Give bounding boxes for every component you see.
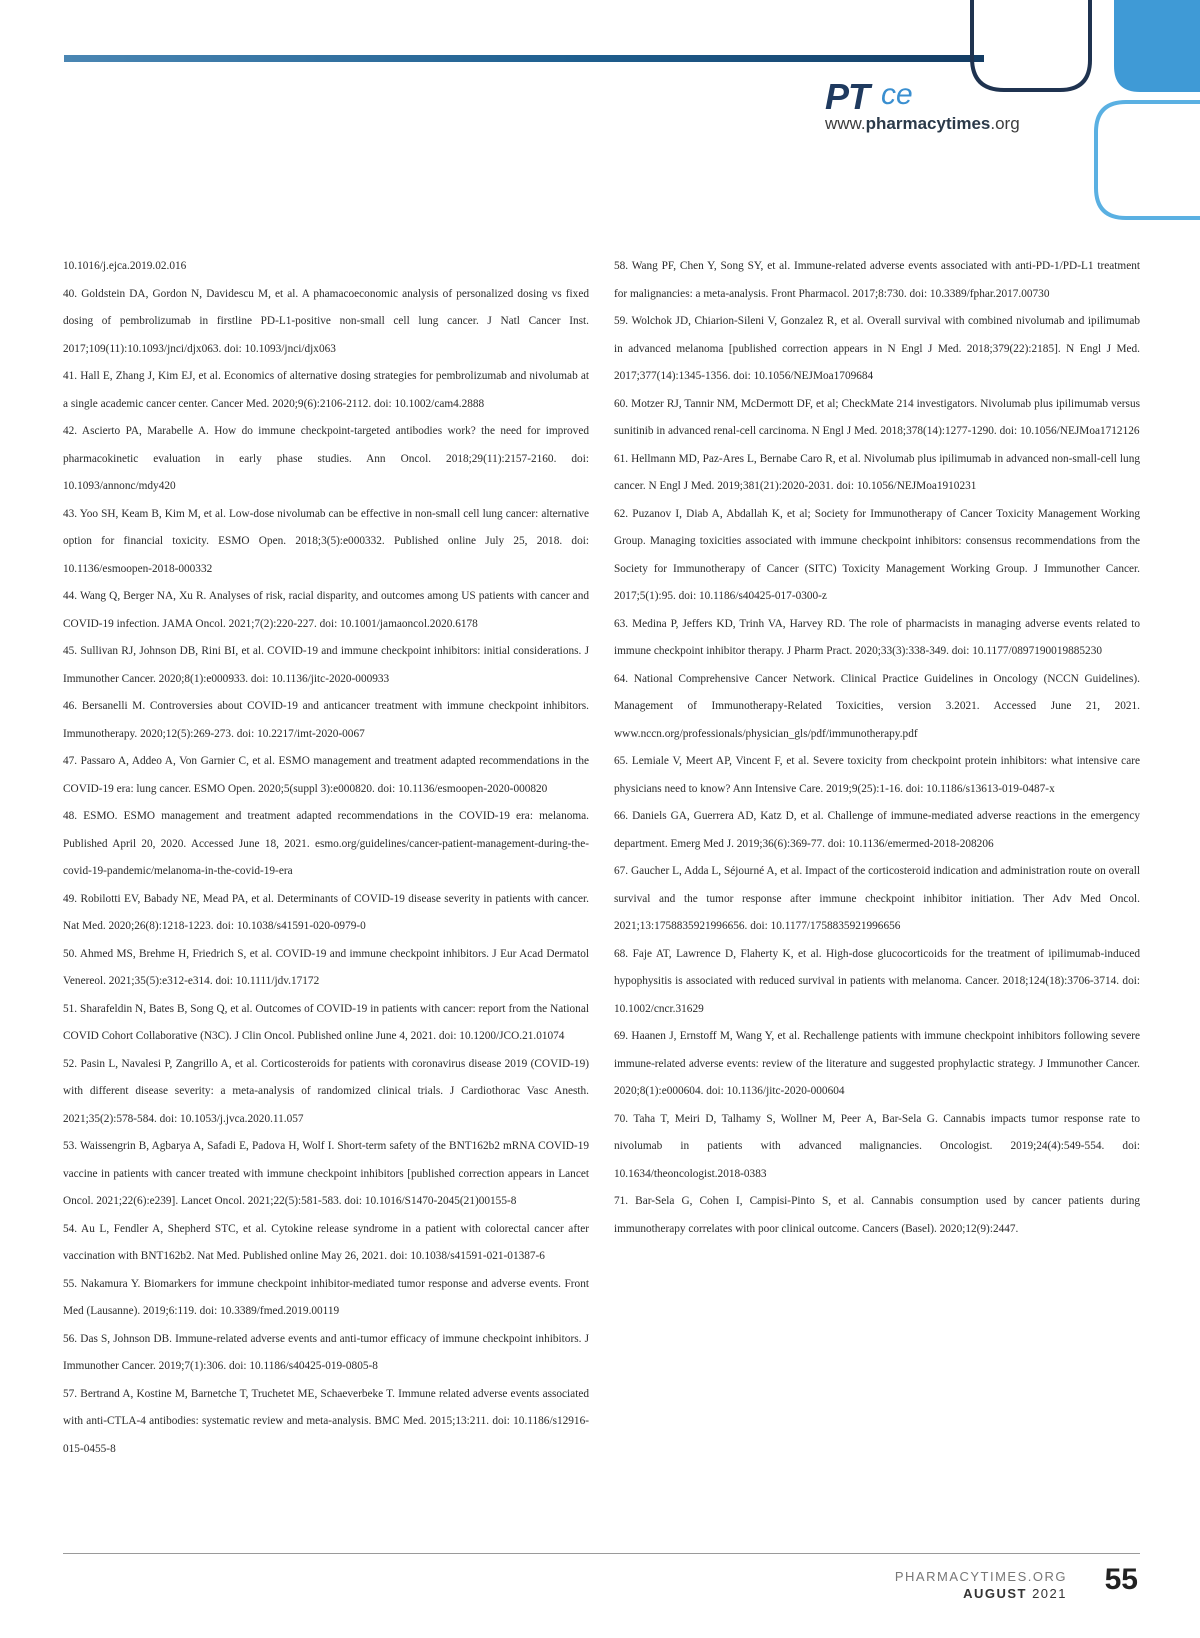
reference-entry: 60. Motzer RJ, Tannir NM, McDermott DF, et al; CheckMate 214 investigators. Nivolumab plus ipilimumab versus sunitinib in advanced renal-cell carcinoma. N Engl J Med. 2018;378(14):1277-1290. doi: 10.1056/NEJMoa1712126 xyxy=(614,397,1140,437)
header-rule xyxy=(64,55,984,62)
reference-entry: 55. Nakamura Y. Biomarkers for immune checkpoint inhibitor-mediated tumor response and adverse events. Front Med (Lausanne). 2019;6:119. doi: 10.3389/fmed.2019.00119 xyxy=(63,1277,589,1317)
reference-entry: 49. Robilotti EV, Babady NE, Mead PA, et al. Determinants of COVID-19 disease severity in patients with cancer. Nat Med. 2020;26(8):1218-1223. doi: 10.1038/s41591-020-0979-0 xyxy=(63,892,589,932)
reference-entry: 44. Wang Q, Berger NA, Xu R. Analyses of risk, racial disparity, and outcomes among US patients with cancer and COVID-19 infection. JAMA Oncol. 2021;7(2):220-227. doi: 10.1001/jamaoncol.2020.6178 xyxy=(63,590,589,630)
reference-entry: 53. Waissengrin B, Agbarya A, Safadi E, Padova H, Wolf I. Short-term safety of the BNT162b2 mRNA COVID-19 vaccine in patients with cancer treated with immune checkpoint inhibitors [published correction appears in Lancet Oncol. 2021;22(6):e239]. Lancet Oncol. 2021;22(5):581-583. doi: 10.1016/S1470-2045(21)00155-8 xyxy=(63,1140,589,1207)
reference-entry: 10.1016/j.ejca.2019.02.016 xyxy=(63,260,187,272)
reference-entry: 51. Sharafeldin N, Bates B, Song Q, et al. Outcomes of COVID-19 in patients with cancer: report from the National COVID Cohort Collaborative (N3C). J Clin Oncol. Published online June 4, 2021. doi: 10.1200/JCO.21.01074 xyxy=(63,1002,589,1042)
reference-entry: 63. Medina P, Jeffers KD, Trinh VA, Harvey RD. The role of pharmacists in managing adverse events related to immune checkpoint inhibitor therapy. J Pharm Pract. 2020;33(3):338-349. doi: 10.1177/0897190019885230 xyxy=(614,617,1140,657)
reference-entry: 46. Bersanelli M. Controversies about COVID-19 and anticancer treatment with immune checkpoint inhibitors. Immunotherapy. 2020;12(5):269-273. doi: 10.2217/imt-2020-0067 xyxy=(63,700,589,740)
reference-entry: 59. Wolchok JD, Chiarion-Sileni V, Gonzalez R, et al. Overall survival with combined nivolumab and ipilimumab in advanced melanoma [published correction appears in N Engl J Med. 2018;379(22):2185]. N Engl J Med. 2017;377(14):1345-1356. doi: 10.1056/NEJMoa1709684 xyxy=(614,315,1140,382)
reference-entry: 70. Taha T, Meiri D, Talhamy S, Wollner M, Peer A, Bar-Sela G. Cannabis impacts tumor response rate to nivolumab in patients with advanced malignancies. Oncologist. 2019;24(4):549-554. doi: 10.1634/theoncologist.2018-0383 xyxy=(614,1112,1140,1180)
logo-pt-text: PT xyxy=(825,76,870,117)
reference-entry: 66. Daniels GA, Guerrera AD, Katz D, et al. Challenge of immune-mediated adverse reactions in the emergency department. Emerg Med J. 2019;36(6):369-77. doi: 10.1136/emermed-2018-208206 xyxy=(614,810,1140,850)
page-number: 55 xyxy=(1104,1563,1138,1596)
reference-entry: 50. Ahmed MS, Brehme H, Friedrich S, et al. COVID-19 and immune checkpoint inhibitors. J Eur Acad Dermatol Venereol. 2021;35(5):e312-e314. doi: 10.1111/jdv.17172 xyxy=(63,947,589,987)
reference-entry: 47. Passaro A, Addeo A, Von Garnier C, et al. ESMO management and treatment adapted recommendations in the COVID-19 era: lung cancer. ESMO Open. 2020;5(suppl 3):e000820. doi: 10.1136/esmoopen-2020-000820 xyxy=(63,755,589,795)
reference-entry: 41. Hall E, Zhang J, Kim EJ, et al. Economics of alternative dosing strategies for pembrolizumab and nivolumab at a single academic cancer center. Cancer Med. 2020;9(6):2106-2112. doi: 10.1002/cam4.2888 xyxy=(63,370,589,410)
reference-entry: 42. Ascierto PA, Marabelle A. How do immune checkpoint-targeted antibodies work? the need for improved pharmacokinetic evaluation in early phase studies. Ann Oncol. 2018;29(11):2157-2160. doi: 10.1093/annonc/mdy420 xyxy=(63,425,589,492)
reference-entry: 57. Bertrand A, Kostine M, Barnetche T, Truchetet ME, Schaeverbeke T. Immune related adverse events associated with anti-CTLA-4 antibodies: systematic review and meta-analysis. BMC Med. 2015;13:211. doi: 10.1186/s12916-015-0455-8 xyxy=(63,1387,589,1455)
blue-filled-square xyxy=(1114,0,1200,92)
reference-entry: 67. Gaucher L, Adda L, Séjourné A, et al. Impact of the corticosteroid indication and administration route on overall survival and the tumor response after immune checkpoint inhibitor initiation. Ther Adv Med Oncol. 2021;13:1758835921996656. doi: 10.1177/1758835921996656 xyxy=(614,865,1140,932)
footer-issue-date: AUGUST 2021 xyxy=(963,1586,1067,1601)
reference-entry: 43. Yoo SH, Keam B, Kim M, et al. Low-dose nivolumab can be effective in non-small cell lung cancer: alternative option for financial toxicity. ESMO Open. 2018;3(5):e000332. Published online July 25, 2018. doi: 10.1136/esmoopen-2018-000332 xyxy=(63,507,589,575)
logo-url: www.pharmacytimes.org xyxy=(825,114,1020,133)
reference-entry: 56. Das S, Johnson DB. Immune-related adverse events and anti-tumor efficacy of immune checkpoint inhibitors. J Immunother Cancer. 2019;7(1):306. doi: 10.1186/s40425-019-0805-8 xyxy=(63,1332,589,1372)
reference-entry: 52. Pasin L, Navalesi P, Zangrillo A, et al. Corticosteroids for patients with coronavirus disease 2019 (COVID-19) with different disease severity: a meta-analysis of randomized clinical trials. J Cardiothorac Vasc Anesth. 2021;35(2):578-584. doi: 10.1053/j.jvca.2020.11.057 xyxy=(63,1057,589,1125)
reference-entry: 45. Sullivan RJ, Johnson DB, Rini BI, et al. COVID-19 and immune checkpoint inhibitors: initial considerations. J Immunother Cancer. 2020;8(1):e000933. doi: 10.1136/jitc-2020-000933 xyxy=(63,645,589,685)
reference-entry: 69. Haanen J, Ernstoff M, Wang Y, et al. Rechallenge patients with immune checkpoint inhibitors following severe immune-related adverse events: review of the literature and suggested prophylactic strategy. J Immunother Cancer. 2020;8(1):e000604. doi: 10.1136/jitc-2020-000604 xyxy=(614,1030,1140,1097)
reference-entry: 40. Goldstein DA, Gordon N, Davidescu M, et al. A phamacoeconomic analysis of personalized dosing vs fixed dosing of pembrolizumab in firstline PD-L1-positive non-small cell lung cancer. J Natl Cancer Inst. 2017;109(11):10.1093/jnci/djx063. doi: 10.1093/jnci/djx063 xyxy=(63,287,589,355)
reference-entry: 64. National Comprehensive Cancer Network. Clinical Practice Guidelines in Oncology (NCCN Guidelines). Management of Immunotherapy-Related Toxicities, version 3.2021. Accessed June 21, 2021. www.nccn.org/professionals/physician_gls/pdf/immunotherapy.pdf xyxy=(614,672,1140,740)
reference-entry: 71. Bar-Sela G, Cohen I, Campisi-Pinto S, et al. Cannabis consumption used by cancer patients during immunotherapy correlates with poor clinical outcome. Cancers (Basel). 2020;12(9):2447. xyxy=(614,1195,1140,1235)
reference-entry: 61. Hellmann MD, Paz-Ares L, Bernabe Caro R, et al. Nivolumab plus ipilimumab in advanced non-small-cell lung cancer. N Engl J Med. 2019;381(21):2020-2031. doi: 10.1056/NEJMoa1910231 xyxy=(614,452,1140,492)
reference-entry: 54. Au L, Fendler A, Shepherd STC, et al. Cytokine release syndrome in a patient with colorectal cancer after vaccination with BNT162b2. Nat Med. Published online May 26, 2021. doi: 10.1038/s41591-021-01387-6 xyxy=(63,1222,589,1262)
logo-ce-text: ce xyxy=(881,78,913,111)
reference-entry: 48. ESMO. ESMO management and treatment adapted recommendations in the COVID-19 era: melanoma. Published April 20, 2020. Accessed June 18, 2021. esmo.org/guidelines/cancer-patient-management-during-the-covid-19-pandemic/melanoma-in-the-covid-19-era xyxy=(63,810,589,877)
reference-entry: 68. Faje AT, Lawrence D, Flaherty K, et al. High-dose glucocorticoids for the treatment of ipilimumab-induced hypophysitis is associated with reduced survival in patients with melanoma. Cancer. 2018;124(18):3706-3714. doi: 10.1002/cncr.31629 xyxy=(614,947,1140,1015)
light-blue-outline-square xyxy=(1096,102,1200,218)
reference-entry: 65. Lemiale V, Meert AP, Vincent F, et al. Severe toxicity from checkpoint protein inhibitors: what intensive care physicians need to know? Ann Intensive Care. 2019;9(25):1-16. doi: 10.1186/s13613-019-0487-x xyxy=(614,755,1140,795)
footer-rule xyxy=(63,1553,1140,1554)
ptce-logo xyxy=(823,76,1033,136)
reference-list xyxy=(63,253,1140,1515)
reference-entry: 62. Puzanov I, Diab A, Abdallah K, et al; Society for Immunotherapy of Cancer Toxicity Management Working Group. Managing toxicities associated with immune checkpoint inhibitors: consensus recommendations from the Society for Immunotherapy of Cancer (SITC) Toxicity Management Working Group. J Immunother Cancer. 2017;5(1):95. doi: 10.1186/s40425-017-0300-z xyxy=(614,507,1140,602)
reference-entry: 58. Wang PF, Chen Y, Song SY, et al. Immune-related adverse events associated with anti-PD-1/PD-L1 treatment for malignancies: a meta-analysis. Front Pharmacol. 2017;8:730. doi: 10.3389/fphar.2017.00730 xyxy=(614,260,1140,300)
footer-site: PHARMACYTIMES.ORG xyxy=(894,1569,1067,1584)
